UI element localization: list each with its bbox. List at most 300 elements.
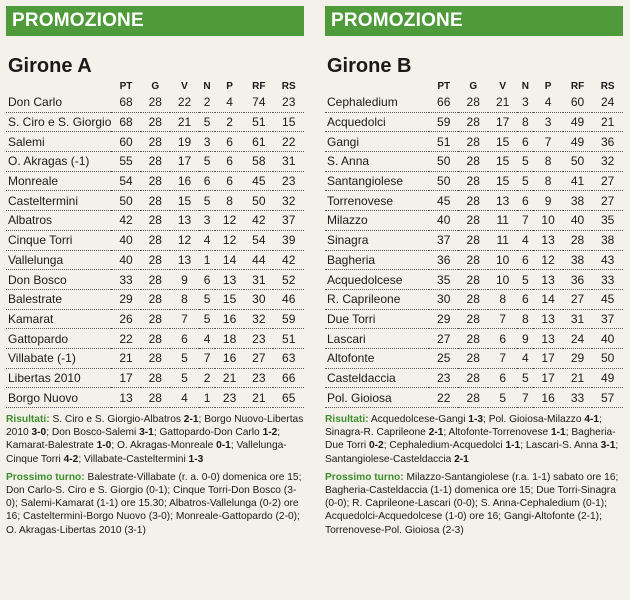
team-name: Acquedolci <box>325 112 429 132</box>
column-header-n: N <box>521 80 529 92</box>
stat-g: 28 <box>141 171 170 191</box>
stat-rf: 24 <box>563 329 592 349</box>
stat-g: 28 <box>141 270 170 290</box>
table-row <box>6 112 304 132</box>
stat-rs: 38 <box>592 230 623 250</box>
stat-g: 28 <box>458 388 487 408</box>
stat-rf: 21 <box>244 388 273 408</box>
stat-pt: 50 <box>111 191 140 211</box>
table-row <box>6 250 304 270</box>
stat-rs: 51 <box>273 329 304 349</box>
team-name: Due Torri <box>325 309 429 329</box>
team-name: Don Carlo <box>6 93 111 112</box>
stat-p: 3 <box>533 112 562 132</box>
stat-g: 28 <box>141 230 170 250</box>
stat-p: 9 <box>533 191 562 211</box>
stat-rs: 27 <box>592 191 623 211</box>
stat-pt: 59 <box>429 112 458 132</box>
stat-p: 13 <box>533 270 562 290</box>
match-score: 3-1 <box>139 427 154 439</box>
stat-rs: 50 <box>592 348 623 368</box>
results-text <box>325 414 618 465</box>
table-row <box>6 270 304 290</box>
stat-rs: 32 <box>592 152 623 172</box>
stat-n: 6 <box>199 270 215 290</box>
column-header-g: G <box>151 80 160 92</box>
stat-pt: 29 <box>429 309 458 329</box>
match-score: 1-3 <box>468 414 484 425</box>
column-header-v: V <box>499 80 506 92</box>
column-header-p: P <box>544 80 552 92</box>
stat-pt: 30 <box>429 289 458 309</box>
stat-pt: 60 <box>111 132 140 152</box>
stat-rf: 40 <box>563 211 592 231</box>
standings-header-row <box>325 79 623 93</box>
column-header-rf: RF <box>570 80 585 92</box>
match-score: 1-1 <box>550 427 566 439</box>
stat-g: 28 <box>141 191 170 211</box>
match-score: 2-1 <box>428 427 444 439</box>
stat-n: 2 <box>199 93 215 112</box>
stat-rs: 63 <box>273 348 304 368</box>
match-text: ; Don Bosco-Salemi <box>46 427 140 439</box>
stat-v: 8 <box>170 289 199 309</box>
stat-pt: 68 <box>111 93 140 112</box>
table-row <box>325 211 623 231</box>
team-name: Cinque Torri <box>6 230 111 250</box>
group-b-banner: PROMOZIONE <box>325 6 623 36</box>
stat-g: 28 <box>458 93 487 112</box>
stat-rs: 43 <box>592 250 623 270</box>
stat-v: 21 <box>488 93 517 112</box>
stat-g: 28 <box>141 309 170 329</box>
team-name: S. Ciro e S. Giorgio <box>6 112 111 132</box>
match-text: ; O. Akragas-Monreale <box>111 440 217 452</box>
stat-v: 17 <box>170 152 199 172</box>
team-name: Vallelunga <box>6 250 111 270</box>
team-name: Borgo Nuovo <box>6 388 111 408</box>
column-header-pt: PT <box>437 80 451 92</box>
stat-v: 7 <box>488 309 517 329</box>
stat-n: 1 <box>199 388 215 408</box>
stat-rf: 38 <box>563 250 592 270</box>
stat-pt: 37 <box>429 230 458 250</box>
stat-rf: 74 <box>244 93 273 112</box>
stat-rs: 21 <box>592 112 623 132</box>
team-name: O. Akragas (-1) <box>6 152 111 172</box>
stat-g: 28 <box>141 388 170 408</box>
column-header-rs: RS <box>281 80 296 92</box>
stat-pt: 50 <box>429 171 458 191</box>
column-header-n: N <box>203 80 211 92</box>
stat-pt: 23 <box>429 368 458 388</box>
stat-pt: 45 <box>429 191 458 211</box>
stat-v: 6 <box>488 368 517 388</box>
stat-rs: 39 <box>273 230 304 250</box>
stat-p: 17 <box>533 348 562 368</box>
table-row <box>325 191 623 211</box>
stat-p: 16 <box>215 348 244 368</box>
stat-rs: 35 <box>592 211 623 231</box>
stat-v: 7 <box>170 309 199 329</box>
stat-g: 28 <box>458 191 487 211</box>
table-row <box>6 388 304 408</box>
stat-p: 13 <box>533 230 562 250</box>
stat-rs: 52 <box>273 270 304 290</box>
team-name: Sinagra <box>325 230 429 250</box>
stat-rf: 36 <box>563 270 592 290</box>
stat-n: 4 <box>199 230 215 250</box>
stat-g: 28 <box>141 329 170 349</box>
table-row <box>6 211 304 231</box>
stat-rf: 33 <box>563 388 592 408</box>
stat-p: 16 <box>215 309 244 329</box>
stat-rs: 24 <box>592 93 623 112</box>
match-text: ; Borgo Nuovo-Libertas 2010 <box>6 414 304 439</box>
table-row <box>6 132 304 152</box>
match-score: 2-1 <box>183 414 199 425</box>
stat-g: 28 <box>458 250 487 270</box>
stat-n: 6 <box>517 191 533 211</box>
team-name: Milazzo <box>325 211 429 231</box>
team-name: Cephaledium <box>325 93 429 112</box>
stat-v: 21 <box>170 112 199 132</box>
team-name: Torrenovese <box>325 191 429 211</box>
stat-rs: 46 <box>273 289 304 309</box>
stat-rf: 27 <box>563 289 592 309</box>
stat-n: 5 <box>517 368 533 388</box>
team-name: Gattopardo <box>6 329 111 349</box>
match-text: ; Sinagra-R. Caprileone <box>325 414 602 439</box>
stat-v: 16 <box>170 171 199 191</box>
stat-p: 10 <box>533 211 562 231</box>
team-name: Altofonte <box>325 348 429 368</box>
stat-g: 28 <box>458 112 487 132</box>
stat-pt: 68 <box>111 112 140 132</box>
stat-v: 4 <box>170 388 199 408</box>
next-round-text: Balestrate-Villabate (r. a. 0-0) domenica ore 15; Don Carlo-S. Ciro e S. Giorgio (0-1); Cinque Torri-Don Bosco (3-0); Salemi-Kamarat (1-1) ore 15.30; Albatros-Vallelunga (0-2) ore 16; Castelterminì-Borgo Nuovo (3-0); Monreale-Gattopardo (2-0); O. Akragas-Libertas 2010 (3-1) <box>6 471 302 536</box>
stat-n: 5 <box>199 289 215 309</box>
stat-v: 10 <box>488 270 517 290</box>
stat-pt: 66 <box>429 93 458 112</box>
stat-rf: 31 <box>244 270 273 290</box>
stat-pt: 35 <box>429 270 458 290</box>
stat-n: 8 <box>517 112 533 132</box>
stat-p: 17 <box>533 368 562 388</box>
table-row <box>325 250 623 270</box>
stat-p: 2 <box>215 112 244 132</box>
table-row <box>6 289 304 309</box>
stat-p: 8 <box>533 152 562 172</box>
stat-p: 14 <box>215 250 244 270</box>
table-row <box>325 368 623 388</box>
group-b-standings-table <box>325 79 623 408</box>
stat-v: 15 <box>488 132 517 152</box>
stat-rf: 38 <box>563 191 592 211</box>
stat-n: 6 <box>517 289 533 309</box>
match-text: S. Ciro e S. Giorgio-Albatros <box>52 414 184 425</box>
stat-rs: 66 <box>273 368 304 388</box>
stat-rs: 31 <box>273 152 304 172</box>
match-score: 1-1 <box>505 440 521 452</box>
stat-rf: 29 <box>563 348 592 368</box>
stat-p: 13 <box>215 270 244 290</box>
stat-pt: 50 <box>429 152 458 172</box>
stat-rf: 61 <box>244 132 273 152</box>
team-name: R. Caprileone <box>325 289 429 309</box>
stat-n: 3 <box>199 211 215 231</box>
team-name: Casteldaccia <box>325 368 429 388</box>
stat-p: 13 <box>533 329 562 349</box>
match-text: ; Santangiolese-Casteldaccia <box>325 440 619 465</box>
match-score: 3-0 <box>31 427 47 439</box>
team-name: Libertas 2010 <box>6 368 111 388</box>
stat-pt: 40 <box>429 211 458 231</box>
group-b-column <box>325 6 623 542</box>
team-name: Pol. Gioiosa <box>325 388 429 408</box>
stat-rs: 27 <box>592 171 623 191</box>
stat-rs: 40 <box>592 329 623 349</box>
stat-rf: 23 <box>244 329 273 349</box>
next-round-text: Milazzo-Santangiolese (r.a. 1-1) sabato ore 16; Bagheria-Casteldaccia (1-1) domenica ore 15; Due Torri-Sinagra (0-0); R. Caprileone-Lascari (0-0); S. Anna-Cephaledium (0-1); Acquedolci-Acquedolcese (1-0) ore 16; Gangi-Altofonte (2-1); Torrenovese-Pol. Gioiosa (2-3) <box>325 471 619 536</box>
table-row <box>6 309 304 329</box>
stat-v: 13 <box>488 191 517 211</box>
stat-rf: 32 <box>244 309 273 329</box>
team-name: Balestrate <box>6 289 111 309</box>
team-name: Monreale <box>6 171 111 191</box>
table-row <box>6 152 304 172</box>
stat-g: 28 <box>141 250 170 270</box>
column-header-v: V <box>181 80 188 92</box>
stat-v: 15 <box>170 191 199 211</box>
stat-g: 28 <box>458 152 487 172</box>
group-a-title: Girone A <box>8 55 92 77</box>
stat-rs: 57 <box>592 388 623 408</box>
stat-n: 4 <box>517 348 533 368</box>
stat-v: 13 <box>170 211 199 231</box>
stat-v: 19 <box>170 132 199 152</box>
stat-g: 28 <box>458 230 487 250</box>
stat-rs: 33 <box>592 270 623 290</box>
stat-pt: 21 <box>111 348 140 368</box>
stat-v: 5 <box>170 368 199 388</box>
match-score: 0-1 <box>216 440 231 452</box>
stat-rf: 42 <box>244 211 273 231</box>
table-row <box>6 368 304 388</box>
stat-p: 12 <box>215 211 244 231</box>
match-text: ; Lascari-S. Anna <box>520 440 601 452</box>
match-score: 1-3 <box>188 453 204 465</box>
table-row <box>325 171 623 191</box>
stat-n: 1 <box>199 250 215 270</box>
match-text: ; Vallelunga-Cinque Torri <box>6 440 287 465</box>
team-name: Salemi <box>6 132 111 152</box>
stat-n: 4 <box>199 329 215 349</box>
team-name: Acquedolcese <box>325 270 429 290</box>
team-name: Bagheria <box>325 250 429 270</box>
team-column-header <box>6 79 111 93</box>
group-b-title: Girone B <box>327 55 412 77</box>
stat-v: 11 <box>488 230 517 250</box>
column-header-pt: PT <box>119 80 133 92</box>
stat-rs: 65 <box>273 388 304 408</box>
stat-rf: 49 <box>563 112 592 132</box>
stat-v: 8 <box>488 289 517 309</box>
group-a-column <box>6 6 304 542</box>
results-label: Risultati: <box>6 414 50 425</box>
next-round-label: Prossimo turno: <box>6 471 85 483</box>
stat-v: 12 <box>170 230 199 250</box>
stat-rf: 31 <box>563 309 592 329</box>
stat-v: 5 <box>488 388 517 408</box>
stat-rs: 22 <box>273 132 304 152</box>
stat-n: 5 <box>517 171 533 191</box>
table-row <box>325 270 623 290</box>
team-name: Lascari <box>325 329 429 349</box>
stat-p: 15 <box>215 289 244 309</box>
match-text: ; Bagheria-Due Torri <box>325 427 616 452</box>
stat-rf: 28 <box>563 230 592 250</box>
match-score: 4-2 <box>63 453 79 465</box>
stat-rs: 15 <box>273 112 304 132</box>
stat-p: 4 <box>215 93 244 112</box>
stat-n: 5 <box>517 152 533 172</box>
match-score: 0-2 <box>368 440 384 452</box>
stat-n: 5 <box>517 270 533 290</box>
results-label: Risultati: <box>325 414 369 425</box>
stat-rf: 23 <box>244 368 273 388</box>
stat-rf: 51 <box>244 112 273 132</box>
column-header-rf: RF <box>252 80 266 92</box>
group-a-standings-table <box>6 79 304 408</box>
table-row <box>325 93 623 112</box>
stat-rs: 37 <box>273 211 304 231</box>
stat-rf: 50 <box>244 191 273 211</box>
table-row <box>6 230 304 250</box>
stat-pt: 40 <box>111 250 140 270</box>
table-row <box>325 112 623 132</box>
stat-v: 7 <box>488 348 517 368</box>
stat-v: 9 <box>170 270 199 290</box>
stat-n: 6 <box>517 250 533 270</box>
group-b-notes <box>325 413 623 537</box>
stat-v: 15 <box>488 171 517 191</box>
table-row <box>6 348 304 368</box>
stat-p: 8 <box>533 171 562 191</box>
stat-rf: 44 <box>244 250 273 270</box>
stat-v: 6 <box>170 329 199 349</box>
stat-n: 5 <box>199 112 215 132</box>
stat-rf: 58 <box>244 152 273 172</box>
stat-pt: 42 <box>111 211 140 231</box>
next-round-label: Prossimo turno: <box>325 471 404 483</box>
stat-p: 13 <box>533 309 562 329</box>
stat-n: 7 <box>517 211 533 231</box>
stat-pt: 13 <box>111 388 140 408</box>
stat-rf: 60 <box>563 93 592 112</box>
stat-pt: 25 <box>429 348 458 368</box>
stat-g: 28 <box>458 289 487 309</box>
results-paragraph <box>6 413 304 466</box>
stat-n: 3 <box>199 132 215 152</box>
stat-rs: 36 <box>592 132 623 152</box>
stat-n: 5 <box>199 191 215 211</box>
team-name: Villabate (-1) <box>6 348 111 368</box>
stat-pt: 51 <box>429 132 458 152</box>
stat-p: 14 <box>533 289 562 309</box>
stat-g: 28 <box>458 270 487 290</box>
match-text: ; Altofonte-Torrenovese <box>443 427 551 439</box>
group-a-banner: PROMOZIONE <box>6 6 304 36</box>
next-round-paragraph <box>6 471 304 537</box>
stat-v: 22 <box>170 93 199 112</box>
stat-p: 8 <box>215 191 244 211</box>
stat-g: 28 <box>141 152 170 172</box>
match-text: Acquedolcese-Gangi <box>370 414 469 425</box>
stat-pt: 55 <box>111 152 140 172</box>
stat-rs: 23 <box>273 93 304 112</box>
stat-p: 12 <box>533 250 562 270</box>
team-column-header <box>325 79 429 93</box>
stat-p: 18 <box>215 329 244 349</box>
stat-rf: 41 <box>563 171 592 191</box>
stat-pt: 27 <box>429 329 458 349</box>
stat-rf: 54 <box>244 230 273 250</box>
stat-rf: 30 <box>244 289 273 309</box>
stat-n: 6 <box>517 132 533 152</box>
stat-p: 16 <box>533 388 562 408</box>
stat-rf: 49 <box>563 132 592 152</box>
match-score: 1-0 <box>96 440 112 452</box>
stat-v: 11 <box>488 211 517 231</box>
stat-rf: 21 <box>563 368 592 388</box>
results-paragraph <box>325 413 623 466</box>
group-a-notes <box>6 413 304 537</box>
stat-rs: 59 <box>273 309 304 329</box>
stat-rf: 45 <box>244 171 273 191</box>
stat-rs: 32 <box>273 191 304 211</box>
stat-g: 28 <box>141 93 170 112</box>
stat-pt: 22 <box>429 388 458 408</box>
stat-g: 28 <box>141 368 170 388</box>
next-round-paragraph <box>325 471 623 537</box>
match-score: 1-2 <box>262 427 278 439</box>
stat-g: 28 <box>458 368 487 388</box>
stat-p: 23 <box>215 388 244 408</box>
team-name: Don Bosco <box>6 270 111 290</box>
stat-pt: 33 <box>111 270 140 290</box>
stat-p: 21 <box>215 368 244 388</box>
stat-g: 28 <box>458 329 487 349</box>
table-row <box>325 132 623 152</box>
stat-p: 6 <box>215 132 244 152</box>
team-name: Santangiolese <box>325 171 429 191</box>
stat-rs: 23 <box>273 171 304 191</box>
stat-g: 28 <box>141 289 170 309</box>
stat-pt: 22 <box>111 329 140 349</box>
team-name: Casteltermini <box>6 191 111 211</box>
stat-g: 28 <box>458 171 487 191</box>
stat-rs: 49 <box>592 368 623 388</box>
match-text: ; Kamarat-Balestrate <box>6 427 281 452</box>
table-row <box>325 152 623 172</box>
stat-g: 28 <box>141 132 170 152</box>
stat-v: 10 <box>488 250 517 270</box>
stat-pt: 40 <box>111 230 140 250</box>
stat-p: 6 <box>215 152 244 172</box>
stat-rf: 50 <box>563 152 592 172</box>
table-row <box>325 289 623 309</box>
